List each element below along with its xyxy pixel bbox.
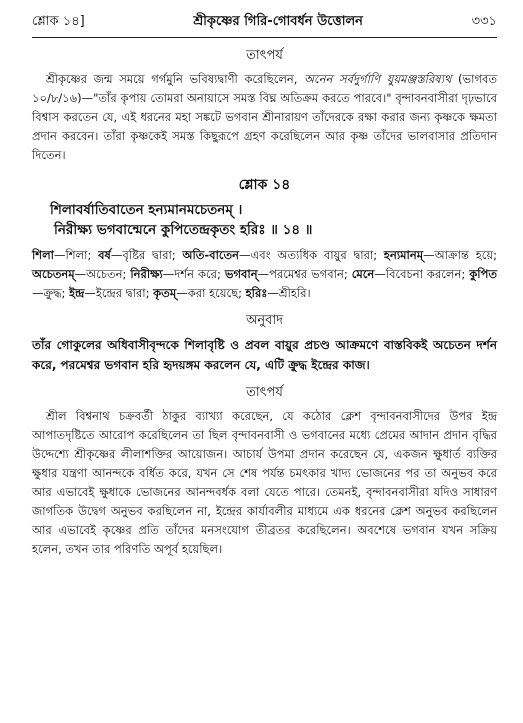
synonym-meaning: —বৃষ্টির দ্বারা; bbox=[110, 248, 183, 262]
purport-paragraph-2: শ্রীল বিশ্বনাথ চক্রবর্তী ঠাকুর ব্যাখ্যা করেছেন, যে কঠোর ক্লেশ বৃন্দাবনবাসীদের উপর ইন্দ্র আপাতদৃষ্টিতে আরোপ করেছিলেন তা ছিল বৃন্দাবনবাসী ও ভগবানের মধ্যে প্রেমের আদান প্রদান বৃদ্ধির উদ্দেশ্যে শ্রীকৃষ্ণের লীলাশক্তির আয়োজন। আচার্য উপমা প্রদান করেছেন যে, একজন ক্ষুধার্ত ব্যক্তির ক্ষুধার যন্ত্রণা আনন্দকে বর্ধিত করে, যখন সে শেষ পর্যন্ত চমৎকার খাদ্য ভোজনের পর তা অনুভব করে আর এভাবেই ক্ষুধাকে ভোজনের আনন্দবর্ধক বলা যেতে পারে। তেমনই, বৃন্দাবনবাসীরা যদিও সাধারণ জাগতিক উদ্বেগ অনুভব করছিলেন না, ইন্দ্রের কার্যাবলীর মাধ্যমে এক ধরনের ক্লেশ অনুভব করছিলেন আর এভাবেই কৃষ্ণের প্রতি তাঁদের মনসংযোগ তীব্রতর করেছিলেন। অবশেষে ভগবান যখন সক্রিয় হলেন, তখন তার পরিণতি অপূর্ব হয়েছিল। bbox=[32, 409, 497, 556]
synonym-meaning: —ক্রুদ্ধ; bbox=[32, 286, 70, 300]
synonym-meaning: —এবং অত্যধিক বায়ুর দ্বারা; bbox=[239, 248, 384, 262]
running-header bbox=[32, 12, 497, 38]
translation-heading: অনুবাদ bbox=[246, 313, 283, 328]
synonym-meaning: —শিলা; bbox=[54, 248, 99, 262]
header-page-number: ৩৩১ bbox=[471, 14, 497, 29]
synonym-word: অচেতনম্ bbox=[32, 267, 75, 281]
synonym-word: ভগবান্ bbox=[224, 267, 258, 281]
synonym-meaning: —দর্শন করে; bbox=[162, 267, 225, 281]
synonym-meaning: —করা হয়েছে; bbox=[176, 286, 246, 300]
synonym-word: অতি-বাতেন bbox=[182, 248, 240, 262]
synonym-word: হন্যমানম্ bbox=[383, 248, 424, 262]
header-chapter-title: শ্রীকৃষ্ণের গিরি-গোবর্ধন উত্তোলন bbox=[193, 14, 363, 29]
verse-number-heading: শ্লোক ১৪ bbox=[238, 177, 291, 193]
synonym-word: হরিঃ bbox=[245, 286, 268, 300]
synonym-word: শিলা bbox=[32, 248, 54, 262]
synonym-word: কুপিত bbox=[469, 267, 498, 281]
purport-paragraph-1: শ্রীকৃষ্ণের জন্ম সময়ে গর্গমুনি ভবিষ্যদ্বাণী করেছিলেন, অনেন সর্বদুর্গাণি যুয়মঞ্জস্তরিষ্যথ (ভাগবত ১০/৮/১৬)—"তাঁর কৃপায় তোমরা অনায়াসে সমস্ত বিঘ্ন অতিক্রম করতে পারবে।" বৃন্দাবনবাসীরা দৃঢ়ভাবে বিশ্বাস করতেন যে, এই ধরনের মহা সঙ্কটে ভগবান শ্রীনারায়ণ তাঁদেরকে রক্ষা করার জন্য কৃষ্ণকে ক্ষমতা প্রদান করবেন। তাঁরা কৃষ্ণকেই সমস্ত কিছুরূপে গ্রহণ করেছিলেন আর কৃষ্ণ তাঁদের ভালবাসার প্রতিদান দিতেন। bbox=[32, 72, 497, 162]
purport-heading-2: তাৎপর্য bbox=[246, 385, 283, 400]
word-for-word-synonyms bbox=[32, 246, 497, 303]
synonym-meaning: —অচেতন; bbox=[74, 267, 131, 281]
synonym-meaning: —পরমেশ্বর ভগবান; bbox=[257, 267, 352, 281]
synonym-meaning: —শ্রীহরি। bbox=[267, 286, 311, 300]
synonym-word: নিরীক্ষ্য bbox=[130, 267, 163, 281]
synonym-word: মেনে bbox=[351, 267, 375, 281]
synonym-word: কৃতম্ bbox=[153, 286, 177, 300]
synonym-word: বর্ষ bbox=[98, 248, 111, 262]
purport-heading-1: তাৎপর্য bbox=[246, 48, 283, 63]
synonym-meaning: —বিবেচনা করলেন; bbox=[374, 267, 470, 281]
synonym-word: ইন্দ্র bbox=[69, 286, 85, 300]
header-verse-ref: শ্লোক ১৪] bbox=[32, 14, 85, 29]
synonym-meaning: —ইন্দ্রের দ্বারা; bbox=[84, 286, 154, 300]
verse-line-1: শিলাবর্ষাতিবাতেন হন্যমানমচেতনম্ । bbox=[50, 202, 243, 218]
synonym-meaning: —আক্রান্ত হয়ে; bbox=[423, 248, 498, 262]
translation-text: তাঁর গোকুলের অধিবাসীবৃন্দকে শিলাবৃষ্টি ও প্রবল বায়ুর প্রচণ্ড আক্রমণে বাস্তবিকই অচেতন দর্শন করে, পরমেশ্বর ভগবান হরি হৃদয়ঙ্গম করলেন যে, এটি ক্রুদ্ধ ইন্দ্রের কাজ। bbox=[32, 338, 497, 372]
verse-line-2: নিরীক্ষ্য ভগবান্মেনে কুপিতেন্দ্রকৃতং হরিঃ ॥ ১৪ ॥ bbox=[54, 222, 313, 238]
sanskrit-verse bbox=[32, 200, 497, 240]
